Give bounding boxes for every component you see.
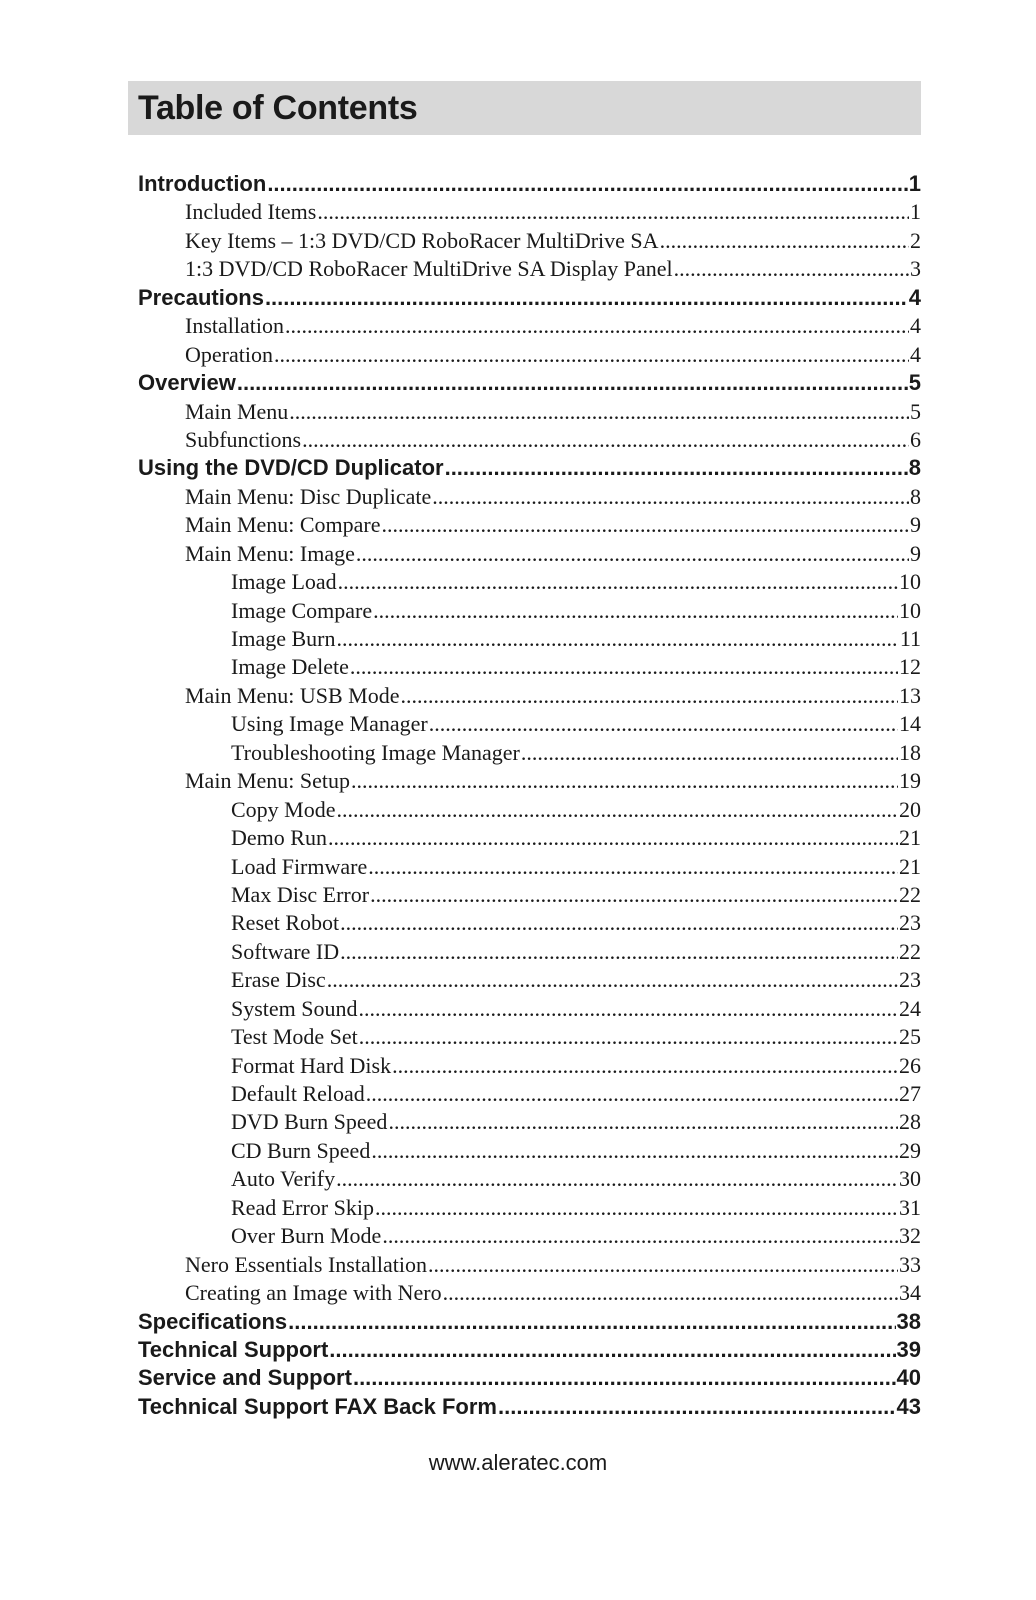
toc-entry-page: 1 [910, 199, 921, 225]
toc-entry[interactable] [138, 739, 921, 767]
toc-entry-label: Test Mode Set [231, 1024, 358, 1050]
toc-entry-page: 22 [899, 938, 921, 964]
toc-entry-label: Main Menu: Compare [185, 512, 381, 538]
toc-entry-label: 1:3 DVD/CD RoboRacer MultiDrive SA Display Panel [185, 256, 673, 282]
toc-entry-page: 3 [910, 256, 921, 282]
toc-entry-page: 21 [899, 825, 921, 851]
toc-entry-page: 2 [910, 227, 921, 253]
toc-entry-page: 9 [910, 540, 921, 566]
toc-leader-dots [429, 710, 898, 738]
toc-leader-dots [336, 625, 898, 653]
toc-leader-dots [274, 341, 909, 369]
toc-entry[interactable] [138, 1080, 921, 1108]
toc-entry-page: 8 [910, 483, 921, 509]
toc-entry[interactable] [138, 1336, 921, 1364]
toc-entry-label: Technical Support [138, 1336, 329, 1362]
toc-entry[interactable] [138, 1222, 921, 1250]
toc-entry[interactable] [138, 995, 921, 1023]
toc-entry-label: Load Firmware [231, 853, 368, 879]
toc-entry-label: Operation [185, 341, 273, 367]
toc-entry-label: Max Disc Error [231, 881, 370, 907]
toc-entry-page: 30 [899, 1166, 921, 1192]
toc-leader-dots [328, 824, 898, 852]
toc-leader-dots [351, 767, 898, 795]
toc-leader-dots [368, 853, 898, 881]
toc-entry[interactable] [138, 398, 921, 426]
toc-entry-page: 9 [910, 512, 921, 538]
toc-leader-dots [350, 653, 898, 681]
toc-entry-label: Read Error Skip [231, 1194, 374, 1220]
toc-entry-page: 38 [896, 1308, 921, 1334]
toc-entry-page: 21 [899, 853, 921, 879]
toc-entry-page: 14 [899, 711, 921, 737]
toc-entry-label: Included Items [185, 199, 317, 225]
toc-leader-dots [327, 966, 898, 994]
toc-leader-dots [359, 995, 898, 1023]
toc-entry-page: 23 [899, 967, 921, 993]
toc-entry[interactable] [138, 909, 921, 937]
toc-entry-label: Image Compare [231, 597, 373, 623]
toc-entry[interactable] [138, 369, 921, 397]
toc-entry-label: Precautions [138, 284, 264, 310]
toc-leader-dots [674, 255, 909, 283]
toc-entry-label: Installation [185, 313, 284, 339]
toc-entry[interactable] [138, 540, 921, 568]
toc-leader-dots [382, 1222, 898, 1250]
toc-entry-label: Overview [138, 370, 236, 396]
toc-entry-label: Format Hard Disk [231, 1052, 392, 1078]
toc-entry[interactable] [138, 284, 921, 312]
toc-entry[interactable] [138, 255, 921, 283]
toc-entry[interactable] [138, 597, 921, 625]
toc-entry[interactable] [138, 568, 921, 596]
toc-entry[interactable] [138, 796, 921, 824]
toc-entry-label: Troubleshooting Image Manager [231, 739, 520, 765]
toc-entry-page: 10 [899, 569, 921, 595]
toc-entry[interactable] [138, 653, 921, 681]
toc-entry-page: 12 [899, 654, 921, 680]
toc-leader-dots [660, 227, 909, 255]
toc-entry-page: 32 [899, 1223, 921, 1249]
toc-entry-label: Technical Support FAX Back Form [138, 1393, 497, 1419]
toc-leader-dots [288, 1308, 895, 1336]
toc-entry-page: 28 [899, 1109, 921, 1135]
toc-entry-page: 40 [896, 1365, 921, 1391]
toc-entry-page: 19 [899, 768, 921, 794]
toc-leader-dots [267, 170, 907, 198]
toc-leader-dots [353, 1364, 896, 1392]
toc-entry[interactable] [138, 454, 921, 482]
toc-leader-dots [428, 1251, 898, 1279]
toc-entry-label: Auto Verify [231, 1166, 336, 1192]
toc-entry-label: Using the DVD/CD Duplicator [138, 455, 444, 481]
toc-entry[interactable] [138, 1137, 921, 1165]
toc-entry[interactable] [138, 312, 921, 340]
toc-entry-label: Key Items – 1:3 DVD/CD RoboRacer MultiDrive SA [185, 227, 659, 253]
toc-entry-page: 10 [899, 597, 921, 623]
toc-leader-dots [443, 1279, 898, 1307]
toc-entry-page: 22 [899, 881, 921, 907]
toc-entry[interactable] [138, 682, 921, 710]
toc-leader-dots [366, 1080, 898, 1108]
page-title: Table of Contents [138, 89, 418, 127]
toc-entry[interactable] [138, 1194, 921, 1222]
toc-leader-dots [237, 369, 908, 397]
toc-entry[interactable] [138, 1108, 921, 1136]
toc-leader-dots [340, 909, 898, 937]
toc-leader-dots [289, 398, 909, 426]
toc-entry[interactable] [138, 341, 921, 369]
toc-entry-label: Main Menu: Image [185, 540, 355, 566]
toc-entry[interactable] [138, 1308, 921, 1336]
toc-entry-page: 31 [899, 1194, 921, 1220]
toc-entry[interactable] [138, 625, 921, 653]
toc-entry[interactable] [138, 824, 921, 852]
toc-entry-page: 5 [910, 398, 921, 424]
toc-leader-dots [302, 426, 909, 454]
toc-entry[interactable] [138, 227, 921, 255]
toc-entry[interactable] [138, 938, 921, 966]
toc-entry-label: Main Menu: USB Mode [185, 682, 400, 708]
table-of-contents [138, 170, 921, 1421]
toc-entry-label: Main Menu [185, 398, 289, 424]
toc-entry-label: Specifications [138, 1308, 288, 1334]
toc-entry-page: 8 [908, 455, 921, 481]
toc-entry[interactable] [138, 426, 921, 454]
toc-entry-page: 13 [899, 682, 921, 708]
toc-entry-label: Using Image Manager [231, 711, 428, 737]
toc-leader-dots [265, 284, 908, 312]
toc-entry[interactable] [138, 1364, 921, 1392]
toc-entry[interactable] [138, 881, 921, 909]
toc-leader-dots [329, 1336, 895, 1364]
toc-entry-label: Image Burn [231, 626, 336, 651]
toc-entry-label: Image Load [231, 569, 337, 595]
toc-entry[interactable] [138, 966, 921, 994]
toc-entry-page: 4 [908, 284, 921, 310]
toc-entry-page: 6 [910, 426, 921, 452]
toc-entry-label: Demo Run [231, 825, 327, 851]
toc-leader-dots [337, 796, 899, 824]
toc-leader-dots [336, 1165, 898, 1193]
toc-entry-label: Subfunctions [185, 426, 302, 452]
toc-entry-label: Main Menu: Setup [185, 768, 350, 794]
toc-entry[interactable] [138, 511, 921, 539]
toc-leader-dots [370, 881, 898, 909]
toc-entry-page: 11 [899, 626, 921, 651]
toc-entry-label: DVD Burn Speed [231, 1109, 388, 1135]
toc-leader-dots [359, 1023, 898, 1051]
toc-leader-dots [521, 739, 898, 767]
toc-entry-label: CD Burn Speed [231, 1137, 371, 1163]
toc-entry[interactable] [138, 1052, 921, 1080]
toc-entry-label: Reset Robot [231, 910, 340, 936]
toc-entry[interactable] [138, 767, 921, 795]
toc-leader-dots [401, 682, 899, 710]
toc-entry[interactable] [138, 483, 921, 511]
toc-entry-label: System Sound [231, 995, 358, 1021]
toc-leader-dots [317, 198, 909, 226]
toc-leader-dots [285, 312, 909, 340]
toc-entry-label: Introduction [138, 171, 267, 196]
toc-entry[interactable] [138, 1165, 921, 1193]
toc-leader-dots [371, 1137, 898, 1165]
toc-entry-page: 43 [896, 1393, 921, 1419]
toc-leader-dots [338, 568, 898, 596]
toc-entry[interactable] [138, 1023, 921, 1051]
toc-entry-page: 25 [899, 1024, 921, 1050]
toc-leader-dots [445, 454, 908, 482]
toc-entry-label: Copy Mode [231, 796, 336, 822]
toc-entry-page: 18 [899, 739, 921, 765]
toc-entry-label: Creating an Image with Nero [185, 1280, 442, 1306]
toc-entry-label: Image Delete [231, 654, 349, 680]
toc-leader-dots [356, 540, 909, 568]
toc-entry[interactable] [138, 198, 921, 226]
toc-entry-page: 23 [899, 910, 921, 936]
toc-entry[interactable] [138, 853, 921, 881]
toc-entry[interactable] [138, 710, 921, 738]
title-bar [128, 81, 921, 135]
toc-entry-page: 1 [908, 171, 921, 196]
toc-leader-dots [388, 1108, 898, 1136]
toc-leader-dots [373, 597, 898, 625]
toc-leader-dots [382, 511, 909, 539]
toc-entry[interactable] [138, 170, 921, 198]
toc-entry-page: 26 [899, 1052, 921, 1078]
toc-entry-page: 4 [910, 313, 921, 339]
toc-entry-page: 27 [899, 1081, 921, 1106]
toc-entry-label: Software ID [231, 938, 340, 964]
footer-url: www.aleratec.com [428, 1450, 608, 1475]
toc-entry[interactable] [138, 1279, 921, 1307]
toc-entry-page: 29 [899, 1137, 921, 1163]
toc-entry[interactable] [138, 1393, 921, 1421]
toc-entry-label: Nero Essentials Installation [185, 1251, 427, 1277]
toc-leader-dots [432, 483, 909, 511]
toc-entry-label: Service and Support [138, 1365, 352, 1391]
toc-entry-page: 4 [910, 341, 921, 367]
toc-leader-dots [498, 1393, 896, 1421]
toc-entry-label: Erase Disc [231, 967, 326, 993]
toc-entry-page: 5 [908, 370, 921, 396]
toc-entry-label: Main Menu: Disc Duplicate [185, 483, 432, 509]
toc-entry[interactable] [138, 1251, 921, 1279]
toc-entry-label: Over Burn Mode [231, 1223, 382, 1249]
toc-leader-dots [340, 938, 898, 966]
toc-entry-label: Default Reload [231, 1081, 365, 1106]
toc-entry-page: 33 [899, 1251, 921, 1277]
toc-leader-dots [375, 1194, 898, 1222]
toc-entry-page: 24 [899, 995, 921, 1021]
toc-entry-page: 39 [896, 1336, 921, 1362]
toc-entry-page: 20 [899, 796, 921, 822]
toc-entry-page: 34 [899, 1280, 921, 1306]
toc-leader-dots [392, 1052, 898, 1080]
